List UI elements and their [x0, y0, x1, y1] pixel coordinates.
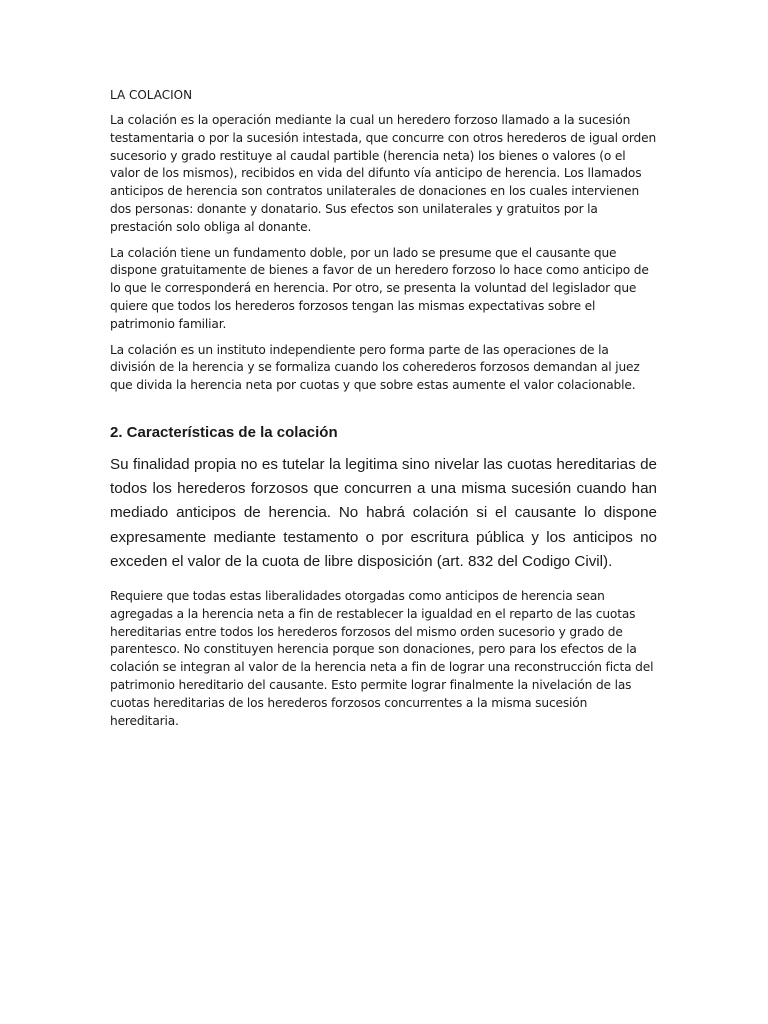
document-page — [110, 86, 657, 738]
section-2-lead-paragraph: Su finalidad propia no es tutelar la legitima sino nivelar las cuotas hereditarias de todos los herederos forzosos que concurren a una misma sucesión cuando han mediado anticipos de herencia. No habrá colación si el causante lo dispone expresamente mediante testamento o por escritura pública y los anticipos no exceden el valor de la cuota de libre disposición (art. 832 del Codigo Civil). — [110, 455, 657, 570]
section-2-body-paragraph: Requiere que todas estas liberalidades otorgadas como anticipos de herencia sean agregadas a la herencia neta a fin de restablecer la igualdad en el reparto de las cuotas hereditarias entre todos los herederos forzosos del mismo orden sucesorio y grado de parentesco. No constituyen herencia porque son donaciones, pero para los efectos de la colación se integran al valor de la herencia neta a fin de lograr una reconstrucción ficta del patrimonio hereditario del causante. Esto permite lograr finalmente la nivelación de las cuotas hereditarias de los herederos forzosos concurrentes a la misma sucesión hereditaria. — [110, 588, 654, 728]
intro-paragraph-3: La colación es un instituto independiente pero forma parte de las operaciones de la división de la herencia y se formaliza cuando los coherederos forzosos demandan al juez que divida la herencia neta por cuotas y que sobre estas aumente el valor colacionable. — [110, 342, 640, 393]
intro-paragraph-2: La colación tiene un fundamento doble, por un lado se presume que el causante que dispone gratuitamente de bienes a favor de un heredero forzoso lo hace como anticipo de lo que le corresponderá en herencia. Por otro, se presenta la voluntad del legislador que quiere que todos los herederos forzosos tengan las mismas expectativas sobre el patrimonio familiar. — [110, 245, 649, 331]
document-title: LA COLACION — [110, 88, 193, 102]
section-2-heading: 2. Características de la colación — [110, 423, 338, 441]
intro-paragraph-1: La colación es la operación mediante la cual un heredero forzoso llamado a la sucesión testamentaria o por la sucesión intestada, que concurre con otros herederos de igual orden sucesorio y grado restituye al caudal partible (herencia neta) los bienes o valores (o el valor de los mismos), recibidos en vida del difunto vía anticipo de herencia. Los llamados anticipos de herencia son contratos unilaterales de donaciones en los cuales intervienen dos personas: donante y donatario. Sus efectos son unilaterales y gratuitos por la prestación solo obliga al donante. — [110, 113, 657, 234]
